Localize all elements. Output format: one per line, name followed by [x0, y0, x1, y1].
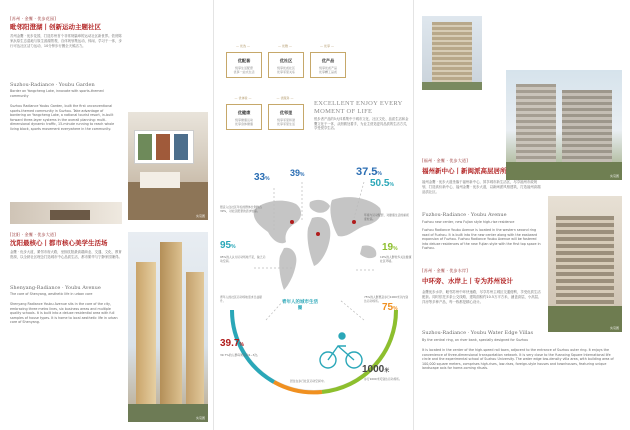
section-tag-suzhou: [苏州 · 金鹰 · 优步花园]	[10, 16, 56, 21]
stat-95: 95%	[220, 240, 236, 251]
stat-19: 19%	[382, 242, 398, 253]
section-title-suzhou-water: 中环旁、水岸上丨专为苏州设计	[422, 277, 513, 285]
section-en-sub-suzhou-water: By the central ring, on river bank, specially designed for Suzhou	[422, 338, 529, 342]
stat-note: 青年人的社区运动场地需求日益提升。	[220, 295, 262, 303]
section-en-title-suzhou: Suzhou-Radiance · Youbu Garden	[10, 82, 95, 88]
section-en-body-suzhou-water: It is located in the center of the high-speed rail town, adjacent to the entrance of Suzhou outer ring. It enjoys the convenience of three-dimensional transportation network. It is very close to the Yuanxing Square International life circle and the experimental school of Suzhou University. The water edge low-density villa area, with building area of 100,000 square meters, comprises high-rises, low-rises, foreign-style houses and townhouses, featuring unique landscape axis for home-coming rituals.	[422, 348, 614, 371]
section-body-cn-shenyang: 金鹰 · 优步大道，紧邻市府大路，坐拥沈阳最高端商业、交通、文化、教育资源，以全龄社区理念打造城市中心品质生活，都市繁华与宁静家园兼得。	[10, 250, 122, 260]
cyclist-icon	[320, 333, 362, 368]
villas-photo	[548, 196, 622, 332]
pill-label: — 优雅 —	[278, 44, 292, 48]
feature-box-community	[268, 52, 304, 78]
section-title-shenyang: 沈阳最核心丨都市核心美学生活场	[10, 239, 108, 247]
stat-note: 愿意入住社区年轻的群体比例约占39%，对社区配套的需求较高。	[220, 205, 262, 213]
stat-note: 19%的人群较多关注健康社区环境。	[380, 255, 412, 263]
interior-photo	[128, 112, 208, 220]
highrise-photo	[422, 16, 482, 90]
world-map	[254, 197, 381, 290]
section-en-title-suzhou-water: Suzhou-Radiance · Youbu Water Edge Villas	[422, 330, 534, 336]
pill-label: — 优享 —	[320, 44, 334, 48]
section-body-cn-fuzhou: 福州金鹰 · 优步大道坐落于福州新中心，屏享城市新生活区，尽享福州市政规划，打造高价新中心，福州金鹰 · 优步大道，以新闽派风格建筑，打造福州高端品质社区。	[422, 180, 541, 195]
pill-label: — 优选 —	[236, 44, 250, 48]
living-room-photo	[10, 202, 122, 224]
section-body-cn-suzhou: 苏州金鹰 · 优步花园，打造苏州首个非常规篇章的运动社区新世界。依傍陈家浜原生态湿地与原生滨湖景观，自体规划集运动、休闲、学习于一体，步行可达社区活力运动，10分钟步行圈全天候活力。	[10, 34, 122, 49]
complex-photo	[506, 70, 622, 180]
stat-50-5: 50.5%	[370, 178, 394, 189]
feature-line: 悦享邻里和谐	[276, 118, 295, 122]
feature-line: 优享邻里关系	[276, 70, 295, 75]
towers-photo	[128, 232, 208, 422]
section-body-cn-suzhou-water: 金鹰优步水岸，毗邻苏州中环快速路，尽享苏州主城区交通便利，享受优质生活配套。同时依托多条公交线路，建筑面积约10.5万平方米，涵盖高层、小高层、洋房等多种产品，每一栋都是精心设计。	[422, 290, 542, 305]
feature-title: 优社区	[279, 58, 293, 63]
section-en-body-suzhou: Suzhou Radiance Youbu Garden, built the first unconventional sports-themed community in Suzhou. Take advantage of bordering on Yangcheng Lake, a national tourist resort, in-built forward three-layer systems in the overall planning: multi-dimensional dynamic traffic, 15-minute running to reach whole living block, sports movement everywhere in the community.	[10, 104, 115, 131]
section-en-sub-suzhou: Border on Yangcheng Lake, innovate with sports-themed community	[10, 89, 104, 98]
panel-center	[214, 0, 414, 430]
photo-caption: 实景图	[195, 416, 205, 420]
stat-39-7: 39.7%	[220, 338, 244, 349]
photo-caption: 实景图	[609, 174, 619, 178]
pill-label: — 优体验 —	[234, 96, 252, 100]
section-en-title-fuzhou: Fuzhou-Radiance · Youbu Avenue	[422, 212, 507, 218]
feature-line: 悦享健康运动	[234, 118, 253, 122]
feature-title: 优产品	[321, 58, 335, 63]
feature-title: 优健康	[237, 110, 251, 115]
feature-box-health	[226, 104, 262, 130]
pill-label: — 优服务 —	[276, 96, 294, 100]
stat-note: 步行1000米可到达运动场所。	[364, 377, 402, 381]
feature-line: 优享一站式生活	[233, 70, 255, 75]
section-en-sub-shenyang: The core of Shenyang, aesthetic life in urban core	[10, 292, 93, 296]
feature-title: 优邻里	[279, 110, 293, 115]
stat-note: 环境与运动配套，对健康生活的重视度较高。	[364, 213, 409, 221]
feature-box-neighbors	[268, 104, 304, 130]
photo-caption: 实景图	[609, 326, 619, 330]
panel-left	[0, 0, 214, 430]
feature-box-product	[310, 52, 346, 78]
feature-box-amenities	[226, 52, 262, 78]
feature-title: 优配套	[237, 58, 251, 63]
feature-line: 优享邻里生活	[276, 122, 295, 127]
section-tag-suzhou-water: [苏州 · 金鹰 · 优步水岸]	[422, 268, 468, 273]
stat-33: 33%	[254, 172, 270, 183]
section-tag-fuzhou: [福州 · 金鹰 · 优步大道]	[422, 158, 468, 163]
feature-line: 悦享生活配套	[234, 66, 253, 70]
stat-39: 39%	[290, 168, 305, 178]
stat-note: 95%的人认为运动场地不足，缺乏运动空间。	[220, 255, 266, 263]
section-title-fuzhou: 福州新中心丨新闽派高层居所	[422, 167, 507, 175]
stat-note: 75%的人群愿意步行1000米以内到达运动场所。	[364, 295, 409, 303]
stat-1000: 1000米	[362, 364, 390, 375]
feature-line: 优享精工品质	[318, 70, 337, 75]
stat-note: 居住在步行社区运动空间中。	[290, 379, 327, 383]
stat-note: 39.7%的人群每周运动2~3次。	[220, 353, 260, 357]
section-en-body-shenyang: Shenyang Radiance Youbu Avenue sits in the core of the city, embracing three metro lines, six business areas and multiple quality schools. It is built into a deluxe residential area with full samples of house types. It is home to local aesthetic life in urban core of Shenyang.	[10, 302, 118, 325]
section-en-sub-fuzhou: Fuzhou new center, new Fujian style high-rise residence	[422, 220, 515, 224]
panel-right	[414, 0, 630, 430]
feature-line: 悦享优质产品	[318, 66, 337, 70]
section-title-suzhou: 毗邻阳澄湖丨创新运动主题社区	[10, 23, 101, 31]
feature-line: 悦享优质社区	[276, 66, 295, 70]
headline-en: EXCELLENT ENJOY EVERY MOMENT OF LIFE	[314, 100, 403, 115]
section-en-body-fuzhou: Fuzhou Radiance Youbu Avenue is located in the western second ring road of Fuzhou. It is built into the new center along with the eastward expansion of Fuzhou. Fuzhou Radiance Youbu Avenue will be fostered into deluxe residences of the new Fujian style with the first top space in Fuzhou.	[422, 228, 541, 251]
section-en-title-shenyang: Shenyang-Radiance · Youbu Avenue	[10, 285, 101, 291]
center-label: 青年人的城市生活圈	[282, 300, 318, 311]
headline-body: 悦步者产品的5大体系集中于城市文化、社区文化、品质生活和金鹰文化于一体，从细微处着手，为业主营造更具品质的生活方式，享受悦享生活。	[314, 117, 410, 131]
stat-75: 75%	[382, 302, 398, 313]
stat-37-5: 37.5%	[356, 166, 382, 178]
section-tag-shenyang: [沈阳 · 金鹰 · 优步大道]	[10, 232, 56, 237]
photo-caption: 实景图	[195, 214, 205, 218]
feature-line: 优享身体健康	[234, 122, 253, 127]
